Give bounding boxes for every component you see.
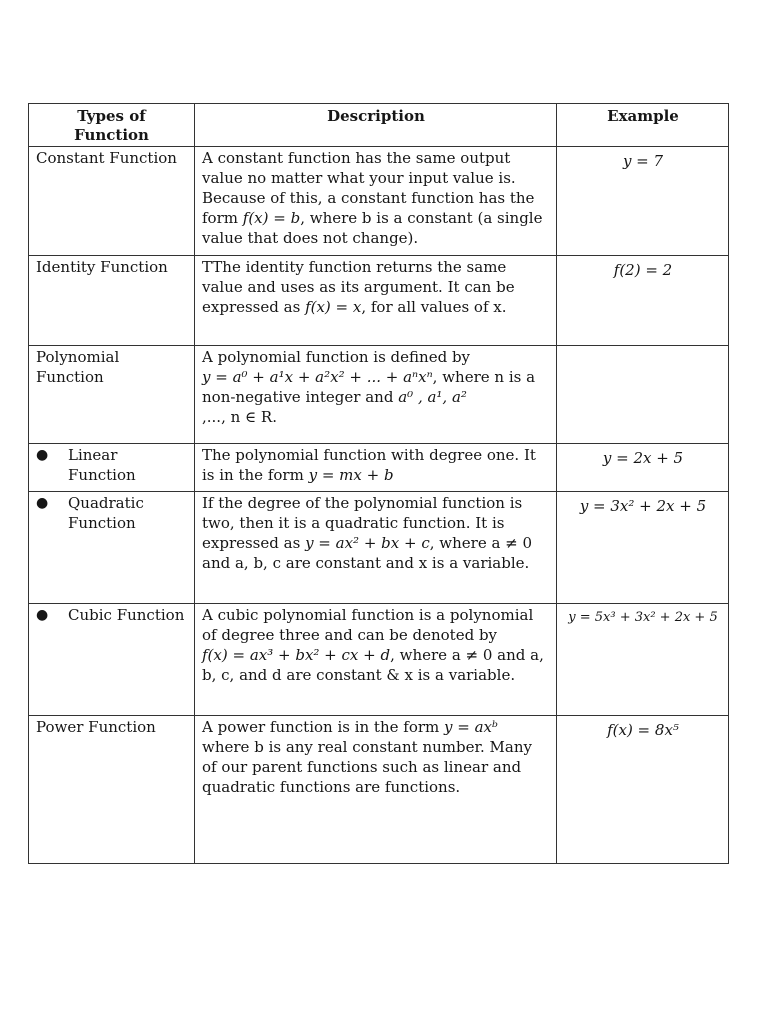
description-text: , where a ≠ 0 and a, b, c are constant and x is a variable. <box>202 534 533 572</box>
description-text: A power function is in the form <box>202 718 440 736</box>
formula: f(x) = b <box>242 209 301 227</box>
description-text: , where a ≠ 0 and a, b, c, and d are constant & x is a variable. <box>202 646 544 684</box>
coefficients: a⁰ , a¹, a² <box>398 388 467 406</box>
description-text: TThe identity function returns the same value and uses as its argument. It can be expressed as <box>202 258 515 316</box>
description-text: where b is any real constant number. Many of our parent functions such as linear and quadratic functions are functions. <box>202 738 532 796</box>
description-text: , where n is a non-negative integer and <box>202 368 536 406</box>
formula: y = ax² + bx + c <box>305 534 430 552</box>
table-row-constant <box>29 147 729 256</box>
table-row-quadratic <box>29 492 729 604</box>
description-cell <box>195 716 557 864</box>
description-text: A polynomial function is defined by <box>202 348 471 366</box>
table-row-polynomial <box>29 346 729 444</box>
formula: f(x) = x <box>305 298 362 316</box>
type-label: Quadratic Function <box>68 494 144 532</box>
table-row-cubic <box>29 604 729 716</box>
type-cell: Identity Function <box>29 256 195 346</box>
description-cell <box>195 256 557 346</box>
formula: y = mx + b <box>308 466 394 484</box>
header-example: Example <box>557 104 729 147</box>
header-types-of-function: Types of Function <box>29 104 195 147</box>
table-header-row <box>29 104 729 147</box>
table-row-power <box>29 716 729 864</box>
type-cell: Polynomial Function <box>29 346 195 444</box>
example-cell: y = 7 <box>557 147 729 256</box>
example-cell: y = 3x² + 2x + 5 <box>557 492 729 604</box>
header-description: Description <box>195 104 557 147</box>
description-cell <box>195 492 557 604</box>
table-row-identity <box>29 256 729 346</box>
bullet-icon: ● <box>36 495 49 511</box>
description-text: If the degree of the polynomial function is two, then it is a quadratic function. It is expressed as <box>202 494 523 552</box>
bullet-icon: ● <box>36 447 49 463</box>
example-cell: y = 5x³ + 3x² + 2x + 5 <box>557 604 729 716</box>
description-cell <box>195 346 557 444</box>
description-cell <box>195 444 557 492</box>
description-text: ,..., n ∈ R. <box>202 408 277 426</box>
type-cell <box>29 604 195 716</box>
description-text: A constant function has the same output value no matter what your input value is. Because of this, a constant function has the form <box>202 149 535 227</box>
formula: y = a⁰ + a¹x + a²x² + ... + aⁿxⁿ <box>202 368 433 386</box>
description-text: The polynomial function with degree one. It is in the form <box>202 446 536 484</box>
type-cell <box>29 444 195 492</box>
example-cell: f(x) = 8x⁵ <box>557 716 729 864</box>
formula: y = axᵇ <box>444 718 499 736</box>
type-cell: Power Function <box>29 716 195 864</box>
type-cell: Constant Function <box>29 147 195 256</box>
bullet-icon: ● <box>36 607 49 623</box>
description-cell <box>195 147 557 256</box>
example-cell: f(2) = 2 <box>557 256 729 346</box>
formula: f(x) = ax³ + bx² + cx + d <box>202 646 391 664</box>
type-cell <box>29 492 195 604</box>
example-cell <box>557 346 729 444</box>
type-label: Linear Function <box>68 446 136 484</box>
description-cell <box>195 604 557 716</box>
description-text: A cubic polynomial function is a polynomial of degree three and can be denoted by <box>202 606 534 644</box>
description-text: , where b is a constant (a single value that does not change). <box>202 209 543 247</box>
type-label: Cubic Function <box>68 606 185 624</box>
function-types-table <box>28 103 729 864</box>
description-text: , for all values of x. <box>361 298 507 316</box>
example-cell: y = 2x + 5 <box>557 444 729 492</box>
table-row-linear <box>29 444 729 492</box>
